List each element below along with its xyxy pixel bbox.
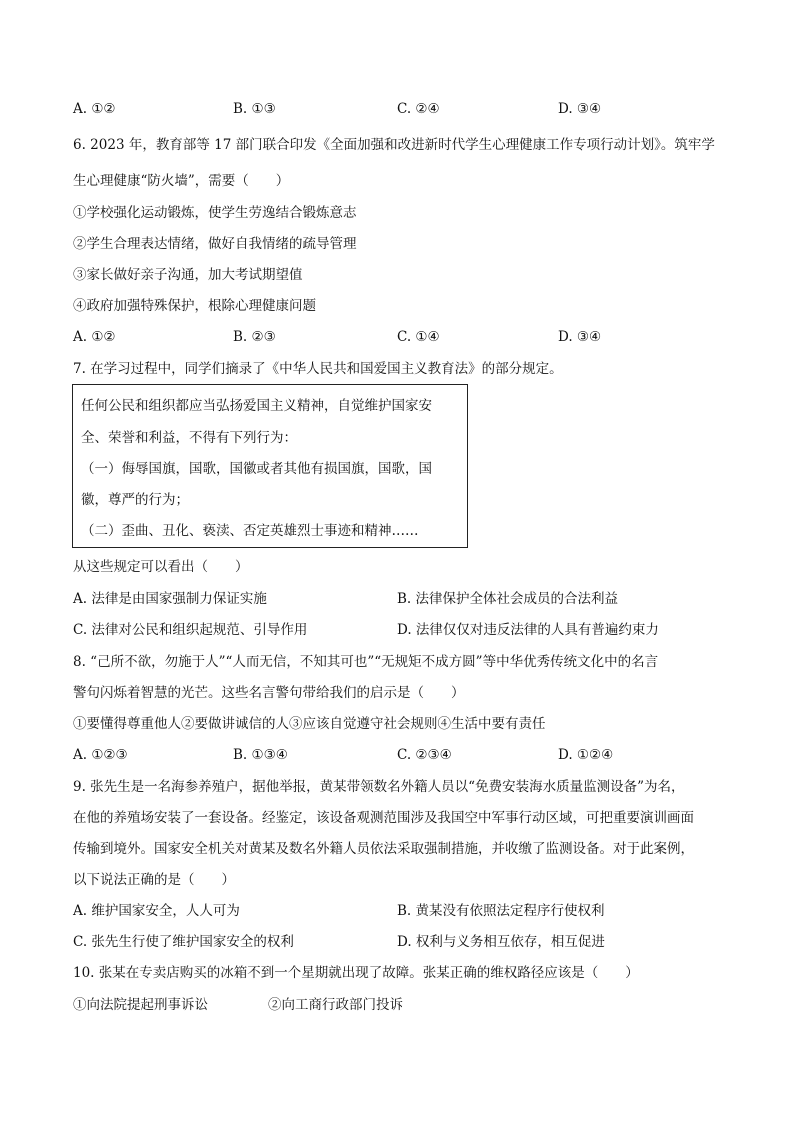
q7-option-c: C. 法律对公民和组织起规范、引导作用 <box>73 622 308 638</box>
q6-option-b: B. ②③ <box>233 329 276 345</box>
q8-option-b: B. ①③④ <box>233 747 288 763</box>
q5-option-d: D. ③④ <box>558 101 602 117</box>
q9-stem-line4: 以下说法正确的是（ ） <box>73 872 235 888</box>
q5-option-c: C. ②④ <box>397 101 440 117</box>
q7-box-line-5: （二）歪曲、丑化、亵渎、否定英雄烈士事迹和精神…… <box>81 523 419 539</box>
q7-option-a: A. 法律是由国家强制力保证实施 <box>73 591 267 607</box>
q5-option-a: A. ①② <box>73 101 116 117</box>
q8-option-a: A. ①②③ <box>73 747 128 763</box>
q6-item-4: ④政府加强特殊保护，根除心理健康问题 <box>73 298 316 314</box>
q7-stem: 7. 在学习过程中，同学们摘录了《中华人民共和国爱国主义教育法》的部分规定。 <box>73 361 563 377</box>
q8-option-d: D. ①②④ <box>558 747 614 763</box>
q9-stem-line1: 9. 张先生是一名海参养殖户，据他举报，黄某带领数名外籍人员以“免费安装海水质量监测设备”为名， <box>73 779 685 795</box>
q5-option-b: B. ①③ <box>233 101 276 117</box>
q7-question: 从这些规定可以看出（ ） <box>73 559 249 575</box>
q7-box-line-2: 全、荣誉和利益，不得有下列行为： <box>81 430 297 446</box>
q9-option-c: C. 张先生行使了维护国家安全的权利 <box>73 934 294 950</box>
q8-items: ①要懂得尊重他人②要做讲诚信的人③应该自觉遵守社会规则④生活中要有责任 <box>73 716 546 732</box>
q6-stem-line2: 生心理健康“防火墙”，需要（ ） <box>73 173 290 189</box>
q7-box-line-3: （一）侮辱国旗，国歌，国徽或者其他有损国旗，国歌，国 <box>81 461 432 477</box>
q8-stem-line1: 8. “己所不欲，勿施于人”“人而无信，不知其可也”“无规矩不成方圆”等中华优秀传统文化中的名言 <box>73 654 659 670</box>
q7-option-b: B. 法律保护全体社会成员的合法利益 <box>397 591 619 607</box>
q6-item-3: ③家长做好亲子沟通，加大考试期望值 <box>73 267 303 283</box>
q6-item-1: ①学校强化运动锻炼，使学生劳逸结合锻炼意志 <box>73 205 357 221</box>
q7-box-line-4: 徽，尊严的行为； <box>81 492 189 508</box>
q9-stem-line2: 在他的养殖场安装了一套设备。经鉴定，该设备观测范围涉及我国空中军事行动区域，可把重要演训画面 <box>73 810 694 826</box>
q6-option-d: D. ③④ <box>558 329 602 345</box>
q6-option-c: C. ①④ <box>397 329 440 345</box>
q9-stem-line3: 传输到境外。国家安全机关对黄某及数名外籍人员依法采取强制措施，并收缴了监测设备。对于此案例， <box>73 841 694 857</box>
q6-stem-line1: 6. 2023 年，教育部等 17 部门联合印发《全面加强和改进新时代学生心理健康工作专项行动计划》。筑牢学 <box>73 137 715 153</box>
q10-item-2: ②向工商行政部门投诉 <box>268 997 403 1013</box>
q7-box-line-1: 任何公民和组织都应当弘扬爱国主义精神，自觉维护国家安 <box>81 398 432 414</box>
q9-option-b: B. 黄某没有依照法定程序行使权利 <box>397 903 605 919</box>
q8-stem-line2: 警句闪烁着智慧的光芒。这些名言警句带给我们的启示是（ ） <box>73 685 465 701</box>
q10-stem: 10. 张某在专卖店购买的冰箱不到一个星期就出现了故障。张某正确的维权路径应该是（ ） <box>73 965 639 981</box>
q6-option-a: A. ①② <box>73 329 116 345</box>
q7-excerpt-box <box>72 384 468 548</box>
q6-item-2: ②学生合理表达情绪，做好自我情绪的疏导管理 <box>73 236 357 252</box>
q9-option-a: A. 维护国家安全，人人可为 <box>73 903 240 919</box>
q7-option-d: D. 法律仅仅对违反法律的人具有普遍约束力 <box>397 622 659 638</box>
q10-item-1: ①向法院提起刑事诉讼 <box>73 997 208 1013</box>
q9-option-d: D. 权利与义务相互依存，相互促进 <box>397 934 605 950</box>
q8-option-c: C. ②③④ <box>397 747 452 763</box>
